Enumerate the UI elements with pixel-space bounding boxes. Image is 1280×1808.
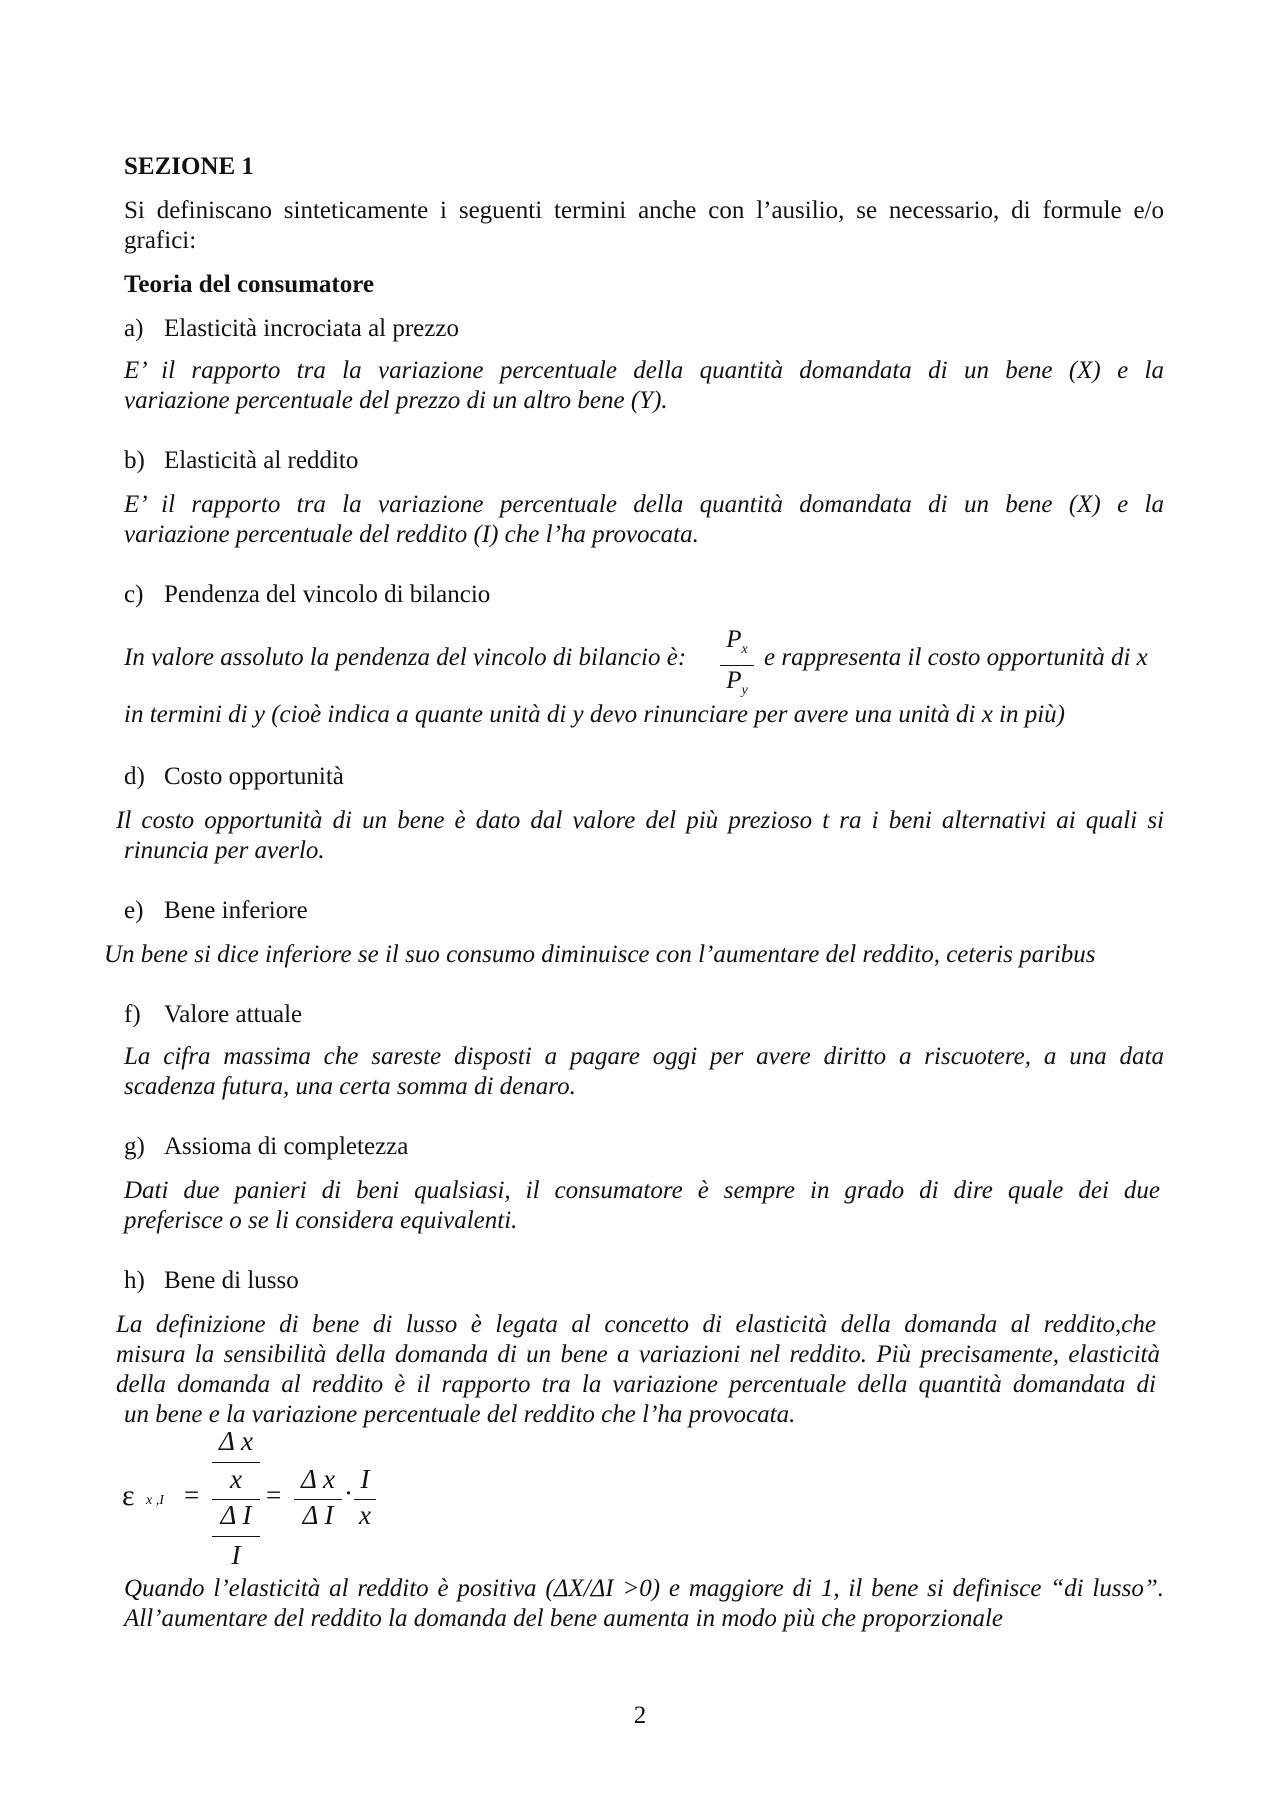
item-a-def-line-1: E’ il rapporto tra la variazione percentuale della quantità domandata di un bene (X) e la bbox=[124, 357, 1164, 384]
formula-outer-denominator-bottom: I bbox=[231, 1540, 241, 1570]
formula-fraction-1-numerator: Δ x bbox=[300, 1464, 336, 1494]
item-a-heading bbox=[124, 314, 459, 344]
item-b-def-line-2: variazione percentuale del reddito (I) che l’ha provocata. bbox=[124, 521, 699, 548]
formula-equals-2: = bbox=[266, 1480, 282, 1510]
item-f-letter: f) bbox=[124, 1001, 141, 1028]
item-f-def-line-1: La cifra massima che sareste disposti a pagare oggi per avere diritto a riscuotere, a una data bbox=[124, 1043, 1164, 1070]
item-d-letter: d) bbox=[124, 763, 145, 790]
item-h-after-line-1: Quando l’elasticità al reddito è positiva (ΔX/ΔI >0) e maggiore di 1, il bene si definisce “di lusso”. bbox=[124, 1575, 1164, 1602]
item-c-letter: c) bbox=[124, 581, 144, 608]
item-d-heading bbox=[124, 762, 344, 792]
formula-outer-denominator-top: Δ I bbox=[220, 1500, 252, 1530]
item-c-def-line-1-after: e rappresenta il costo opportunità di x bbox=[764, 644, 1148, 671]
item-d-def-line-1: Il costo opportunità di un bene è dato dal valore del più prezioso t ra i beni alternativi ai quali si bbox=[116, 807, 1164, 834]
formula-outer-denominator-bar bbox=[212, 1536, 260, 1537]
item-b-heading bbox=[124, 446, 358, 476]
intro-line-1: Si definiscano sinteticamente i seguenti termini anche con l’ausilio, se necessario, di formule e/o bbox=[124, 197, 1164, 224]
item-a-title: Elasticità incrociata al prezzo bbox=[164, 315, 459, 342]
item-h-def-line-3: della domanda al reddito è il rapporto tra la variazione percentuale della quantità domandata di bbox=[116, 1371, 1156, 1398]
item-h-after-line-2: All’aumentare del reddito la domanda del bene aumenta in modo più che proporzionale bbox=[124, 1605, 1004, 1632]
page-number: 2 bbox=[633, 1702, 647, 1729]
formula-outer-numerator-bar bbox=[212, 1462, 260, 1463]
item-e-heading bbox=[124, 896, 308, 926]
item-e-def-line-1: Un bene si dice inferiore se il suo consumo diminuisce con l’aumentare del reddito, ceteris paribus bbox=[104, 941, 1096, 968]
item-h-letter: h) bbox=[124, 1267, 145, 1294]
item-a-letter: a) bbox=[124, 315, 144, 342]
item-c-fraction-denominator: $P_y$ bbox=[726, 667, 748, 698]
formula-epsilon-subscript: x ,I bbox=[146, 1493, 164, 1508]
item-g-heading bbox=[124, 1132, 408, 1162]
item-g-def-line-2: preferisce o se li considera equivalenti. bbox=[124, 1207, 518, 1234]
item-c-price-ratio-fraction bbox=[720, 626, 754, 705]
formula-outer-numerator-bottom: x bbox=[230, 1464, 242, 1494]
item-c-def-line-2: in termini di y (cioè indica a quante unità di y devo rinunciare per avere una unità di x in più) bbox=[124, 701, 1066, 728]
item-d-title: Costo opportunità bbox=[164, 763, 344, 790]
item-f-def-line-2: scadenza futura, una certa somma di denaro. bbox=[124, 1073, 576, 1100]
formula-fraction-2-denominator: x bbox=[359, 1500, 371, 1530]
formula-equals-1: = bbox=[184, 1480, 200, 1510]
item-h-heading bbox=[124, 1266, 299, 1296]
item-c-heading bbox=[124, 580, 490, 610]
item-e-letter: e) bbox=[124, 897, 144, 924]
formula-dot: · bbox=[344, 1478, 353, 1508]
item-g-def-line-1: Dati due panieri di beni qualsiasi, il consumatore è sempre in grado di dire quale dei due bbox=[124, 1177, 1160, 1204]
item-g-title: Assioma di completezza bbox=[164, 1133, 409, 1160]
subsection-title: Teoria del consumatore bbox=[124, 271, 374, 298]
item-c-fraction-bar bbox=[720, 665, 754, 666]
formula-fraction-2-numerator: I bbox=[360, 1464, 370, 1494]
item-f-heading bbox=[124, 1000, 302, 1030]
item-c-def-line-1-before: In valore assoluto la pendenza del vincolo di bilancio è: bbox=[124, 644, 687, 671]
item-a-def-line-2: variazione percentuale del prezzo di un altro bene (Y). bbox=[124, 387, 668, 414]
item-e-title: Bene inferiore bbox=[164, 897, 308, 924]
item-b-letter: b) bbox=[124, 447, 145, 474]
item-g-letter: g) bbox=[124, 1133, 145, 1160]
item-h-def-line-4: un bene e la variazione percentuale del reddito che l’ha provocata. bbox=[124, 1401, 796, 1428]
item-c-title: Pendenza del vincolo di bilancio bbox=[164, 581, 491, 608]
intro-line-2: grafici: bbox=[124, 227, 197, 254]
item-b-title: Elasticità al reddito bbox=[164, 447, 359, 474]
formula-fraction-1-denominator: Δ I bbox=[302, 1500, 334, 1530]
section-title: SEZIONE 1 bbox=[124, 153, 254, 180]
item-h-title: Bene di lusso bbox=[164, 1267, 299, 1294]
item-d-def-line-2: rinuncia per averlo. bbox=[124, 837, 325, 864]
formula-epsilon: ε bbox=[122, 1479, 135, 1512]
formula-outer-numerator-top: Δ x bbox=[218, 1426, 254, 1456]
item-c-fraction-numerator: $P_x$ bbox=[726, 626, 748, 657]
item-f-title: Valore attuale bbox=[164, 1001, 303, 1028]
item-h-def-line-2: misura la sensibilità della domanda di un bene a variazioni nel reddito. Più precisamente, elasticità bbox=[116, 1341, 1160, 1368]
item-h-def-line-1: La definizione di bene di lusso è legata al concetto di elasticità della domanda al reddito,che bbox=[116, 1311, 1156, 1338]
item-b-def-line-1: E’ il rapporto tra la variazione percentuale della quantità domandata di un bene (X) e la bbox=[124, 491, 1164, 518]
